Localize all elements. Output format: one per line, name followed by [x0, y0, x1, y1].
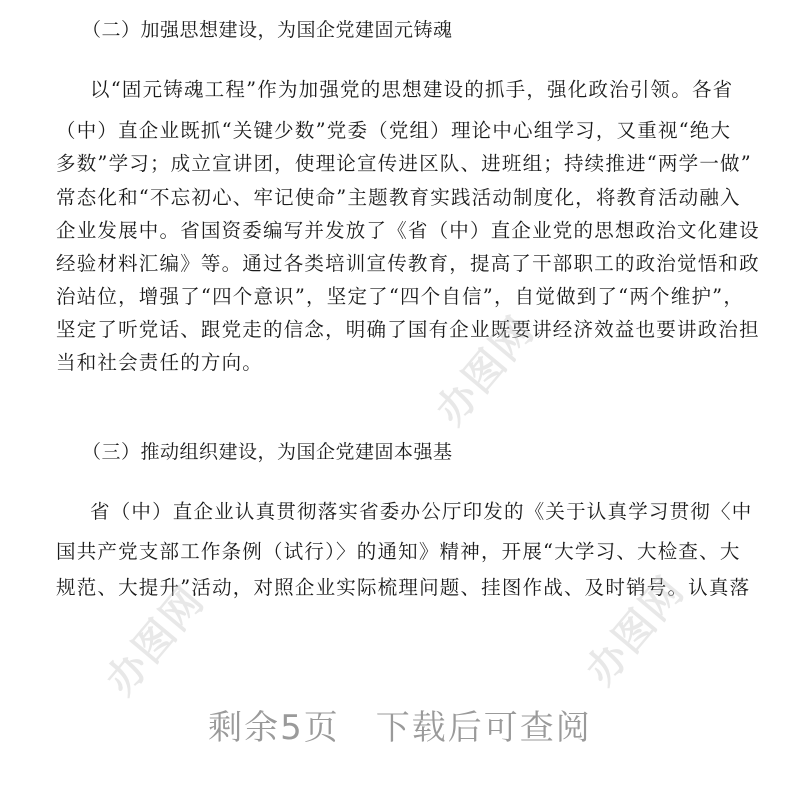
- watermark-logo: 办图网: [427, 307, 544, 434]
- remaining-pages-banner[interactable]: 剩余5页 下载后可查阅: [208, 708, 592, 748]
- paragraph-line: 坚定了听党话、跟党走的信念，明确了国有企业既要讲经济效益也要讲政治担: [56, 318, 760, 341]
- paragraph-line: 治站位，增强了“四个意识”，坚定了“四个自信”，自觉做到了“两个维护”，: [56, 285, 745, 308]
- paragraph-line: 规范、大提升”活动，对照企业实际梳理问题、挂图作战、及时销号。认真落: [56, 576, 751, 599]
- paragraph-line: 当和社会责任的方向。: [56, 351, 264, 374]
- section-three-heading: （三）推动组织建设，为国企党建固本强基: [82, 441, 453, 463]
- paragraph-line: 企业发展中。省国资委编写并发放了《省（中）直企业党的思想政治文化建设: [56, 219, 760, 242]
- section-two-heading: （二）加强思想建设，为国企党建固元铸魂: [82, 19, 453, 41]
- paragraph-line: 经验材料汇编》等。通过各类培训宣传教育，提高了干部职工的政治觉悟和政: [56, 252, 760, 275]
- paragraph-line: 常态化和“不忘初心、牢记使命”主题教育实践活动制度化，将教育活动融入: [56, 186, 741, 209]
- paragraph-line: 省（中）直企业认真贯彻落实省委办公厅印发的《关于认真学习贯彻〈中: [90, 500, 753, 523]
- paragraph-line: （中）直企业既抓“关键少数”党委（党组）理论中心组学习，又重视“绝大: [56, 119, 732, 142]
- paragraph-line: 多数”学习；成立宣讲团，使理论宣传进区队、进班组；持续推进“两学一做”: [56, 152, 752, 175]
- paragraph-line: 国共产党支部工作条例（试行）〉的通知》精神，开展“大学习、大检查、大: [56, 540, 741, 563]
- watermark-logo: 办图网: [97, 577, 214, 704]
- watermark-logo: 办图网: [577, 567, 694, 694]
- paragraph-line: 以“固元铸魂工程”作为加强党的思想建设的抓手，强化政治引领。各省: [90, 78, 734, 101]
